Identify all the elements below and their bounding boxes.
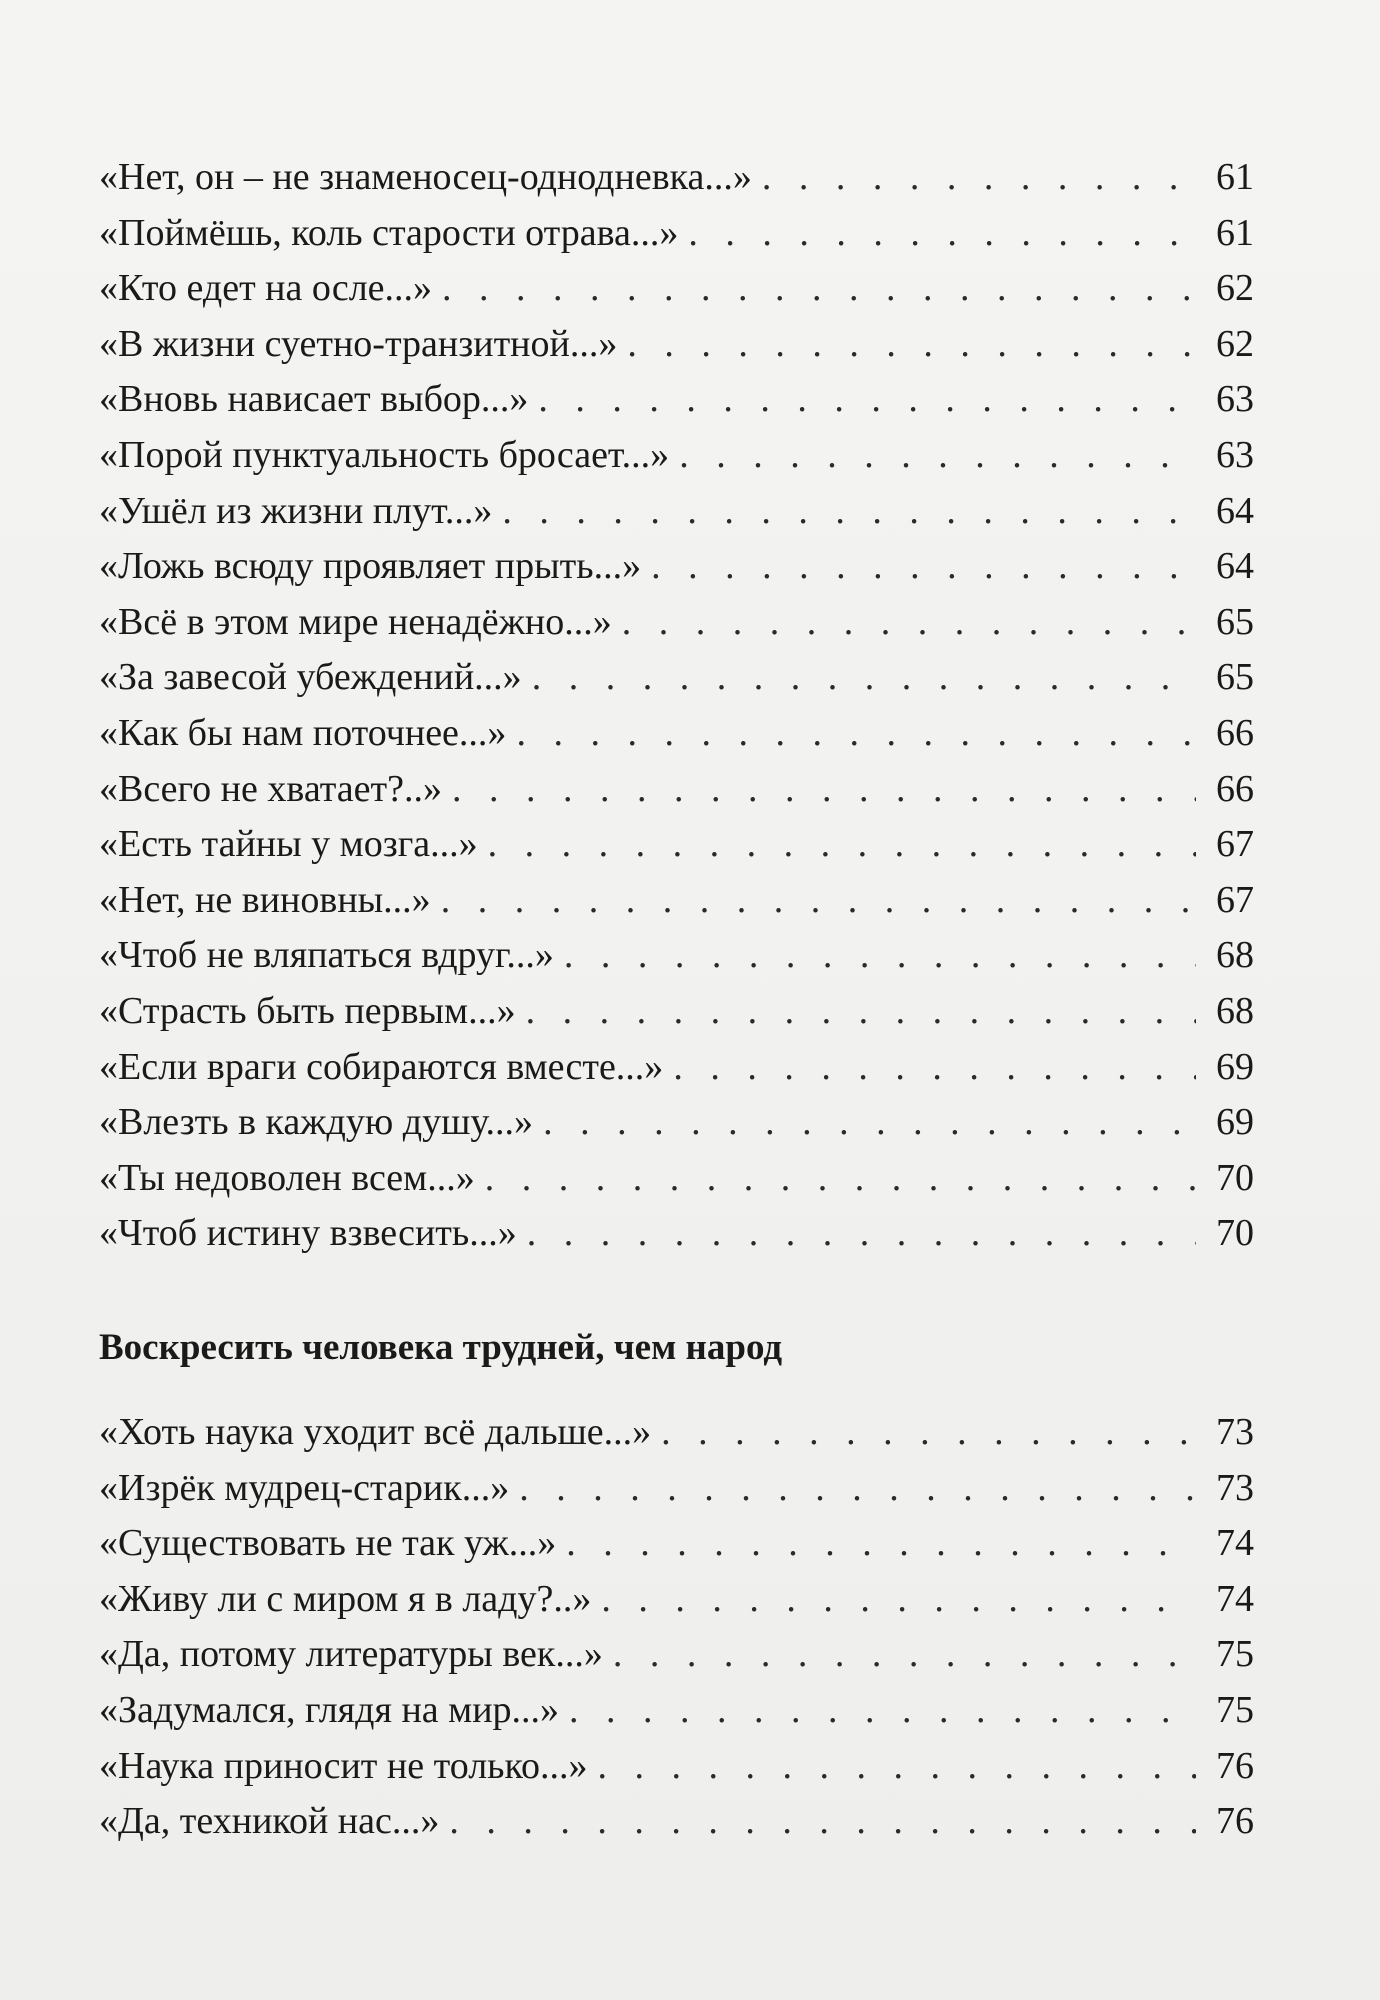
- toc-entry-page: 61: [1216, 156, 1254, 198]
- toc-entry: [99, 595, 1254, 651]
- toc-entry-page: 76: [1216, 1744, 1254, 1787]
- toc-entry-title: «Всё в этом мире ненадёжно...»: [99, 600, 612, 643]
- toc-entry: [99, 484, 1254, 540]
- toc-entry-title: «Существовать не так уж...»: [99, 1522, 557, 1565]
- dot-leader: [543, 1095, 1196, 1151]
- toc-entry-title: «За завесой убеждений...»: [99, 656, 522, 699]
- dot-leader: [762, 150, 1196, 206]
- toc-entry: [99, 539, 1254, 595]
- toc-entry-title: «В жизни суетно-транзитной...»: [99, 322, 618, 365]
- toc-entry-page: 76: [1216, 1800, 1254, 1843]
- toc-entry: [99, 206, 1254, 262]
- dot-leader: [527, 1206, 1196, 1262]
- dot-leader: [564, 928, 1196, 984]
- toc-entry-title: «Ты недоволен всем...»: [99, 1156, 475, 1199]
- dot-leader: [441, 873, 1196, 929]
- toc-entry-page: 65: [1216, 600, 1254, 643]
- toc-entry-page: 70: [1216, 1212, 1254, 1255]
- toc-entry-page: 74: [1216, 1522, 1254, 1565]
- toc-entry: [99, 1516, 1254, 1572]
- dot-leader: [651, 539, 1196, 595]
- toc-entry: [99, 428, 1254, 484]
- toc-entry-page: 61: [1216, 211, 1254, 254]
- dot-leader: [673, 1040, 1196, 1096]
- toc-entry-title: «Влезть в каждую душу...»: [99, 1101, 534, 1144]
- toc-entry-title: «Чтоб не вляпаться вдруг...»: [99, 934, 554, 977]
- dot-leader: [598, 1739, 1196, 1795]
- dot-leader: [688, 206, 1196, 262]
- toc-entry: [99, 762, 1254, 818]
- toc-entry-title: «Всего не хватает?..»: [99, 767, 442, 810]
- toc-entry-page: 67: [1216, 878, 1254, 921]
- toc-entry-page: 73: [1216, 1411, 1254, 1453]
- toc-entry-page: 63: [1216, 433, 1254, 476]
- toc-entry-title: «Да, потому литературы век...»: [99, 1633, 603, 1676]
- toc-entry: [99, 150, 1254, 206]
- toc-entry-page: 73: [1216, 1466, 1254, 1509]
- toc-entry-title: «Живу ли с миром я в ладу?..»: [99, 1577, 592, 1620]
- toc-entry-title: «Изрёк мудрец-старик...»: [99, 1466, 510, 1509]
- dot-leader: [661, 1405, 1196, 1461]
- toc-entry-page: 62: [1216, 267, 1254, 310]
- toc-entry: [99, 1739, 1254, 1795]
- toc-entry-title: «Поймёшь, коль старости отрава...»: [99, 211, 679, 254]
- toc-entry-page: 64: [1216, 545, 1254, 588]
- toc-entry: [99, 873, 1254, 929]
- toc-list-bottom: [99, 1405, 1254, 1850]
- toc-entry-page: 66: [1216, 711, 1254, 754]
- toc-entry: [99, 1683, 1254, 1739]
- toc-entry-page: 62: [1216, 322, 1254, 365]
- toc-entry: [99, 650, 1254, 706]
- toc-entry-title: «Ложь всюду проявляет прыть...»: [99, 545, 642, 588]
- dot-leader: [566, 1516, 1196, 1572]
- toc-entry-title: «Наука приносит не только...»: [99, 1744, 588, 1787]
- toc-entry-title: «Да, техникой нас...»: [99, 1800, 440, 1843]
- dot-leader: [679, 428, 1196, 484]
- dot-leader: [449, 1794, 1196, 1850]
- dot-leader: [519, 1461, 1196, 1517]
- section-heading: Воскресить человека трудней, чем народ: [99, 1327, 783, 1368]
- toc-entry: [99, 706, 1254, 762]
- dot-leader: [485, 1151, 1196, 1207]
- toc-list-top: [99, 150, 1254, 1262]
- dot-leader: [627, 317, 1196, 373]
- toc-entry-page: 69: [1216, 1045, 1254, 1088]
- toc-entry: [99, 1627, 1254, 1683]
- dot-leader: [526, 984, 1196, 1040]
- dot-leader: [502, 484, 1196, 540]
- toc-entry-title: «Вновь нависает выбор...»: [99, 378, 529, 421]
- toc-entry-title: «Нет, он – не знаменосец-однодневка...»: [99, 156, 752, 198]
- toc-entry-title: «Задумался, глядя на мир...»: [99, 1688, 560, 1731]
- toc-entry: [99, 1095, 1254, 1151]
- toc-entry-page: 63: [1216, 378, 1254, 421]
- toc-entry: [99, 372, 1254, 428]
- toc-entry-title: «Порой пунктуальность бросает...»: [99, 433, 670, 476]
- toc-entry-page: 67: [1216, 823, 1254, 866]
- toc-entry: [99, 1206, 1254, 1262]
- dot-leader: [516, 706, 1196, 762]
- dot-leader: [569, 1683, 1196, 1739]
- dot-leader: [488, 817, 1196, 873]
- toc-entry-title: «Чтоб истину взвесить...»: [99, 1212, 517, 1255]
- toc-entry-title: «Нет, не виновны...»: [99, 878, 431, 921]
- toc-entry-page: 74: [1216, 1577, 1254, 1620]
- toc-entry-page: 69: [1216, 1101, 1254, 1144]
- toc-entry-title: «Хоть наука уходит всё дальше...»: [99, 1411, 652, 1453]
- dot-leader: [442, 261, 1196, 317]
- toc-entry-page: 64: [1216, 489, 1254, 532]
- toc-entry: [99, 1461, 1254, 1517]
- dot-leader: [622, 595, 1196, 651]
- toc-entry-title: «Если враги собираются вместе...»: [99, 1045, 664, 1088]
- toc-entry-title: «Страсть быть первым...»: [99, 989, 516, 1032]
- dot-leader: [538, 372, 1196, 428]
- toc-entry: [99, 1040, 1254, 1096]
- toc-entry-page: 70: [1216, 1156, 1254, 1199]
- toc-entry-page: 75: [1216, 1688, 1254, 1731]
- toc-entry-title: «Как бы нам поточнее...»: [99, 711, 507, 754]
- toc-entry-page: 66: [1216, 767, 1254, 810]
- toc-entry-page: 75: [1216, 1633, 1254, 1676]
- toc-entry: [99, 984, 1254, 1040]
- toc-entry-title: «Кто едет на осле...»: [99, 267, 433, 310]
- toc-entry: [99, 1572, 1254, 1628]
- toc-entry: [99, 317, 1254, 373]
- toc-entry: [99, 817, 1254, 873]
- toc-entry-page: 65: [1216, 656, 1254, 699]
- toc-entry-page: 68: [1216, 934, 1254, 977]
- dot-leader: [452, 762, 1196, 818]
- toc-entry-title: «Есть тайны у мозга...»: [99, 823, 478, 866]
- toc-entry: [99, 1151, 1254, 1207]
- dot-leader: [613, 1627, 1196, 1683]
- toc-entry: [99, 928, 1254, 984]
- dot-leader: [532, 650, 1196, 706]
- toc-entry-title: «Ушёл из жизни плут...»: [99, 489, 493, 532]
- toc-entry: [99, 1794, 1254, 1850]
- toc-entry: [99, 1405, 1254, 1461]
- dot-leader: [601, 1572, 1196, 1628]
- toc-entry-page: 68: [1216, 989, 1254, 1032]
- toc-entry: [99, 261, 1254, 317]
